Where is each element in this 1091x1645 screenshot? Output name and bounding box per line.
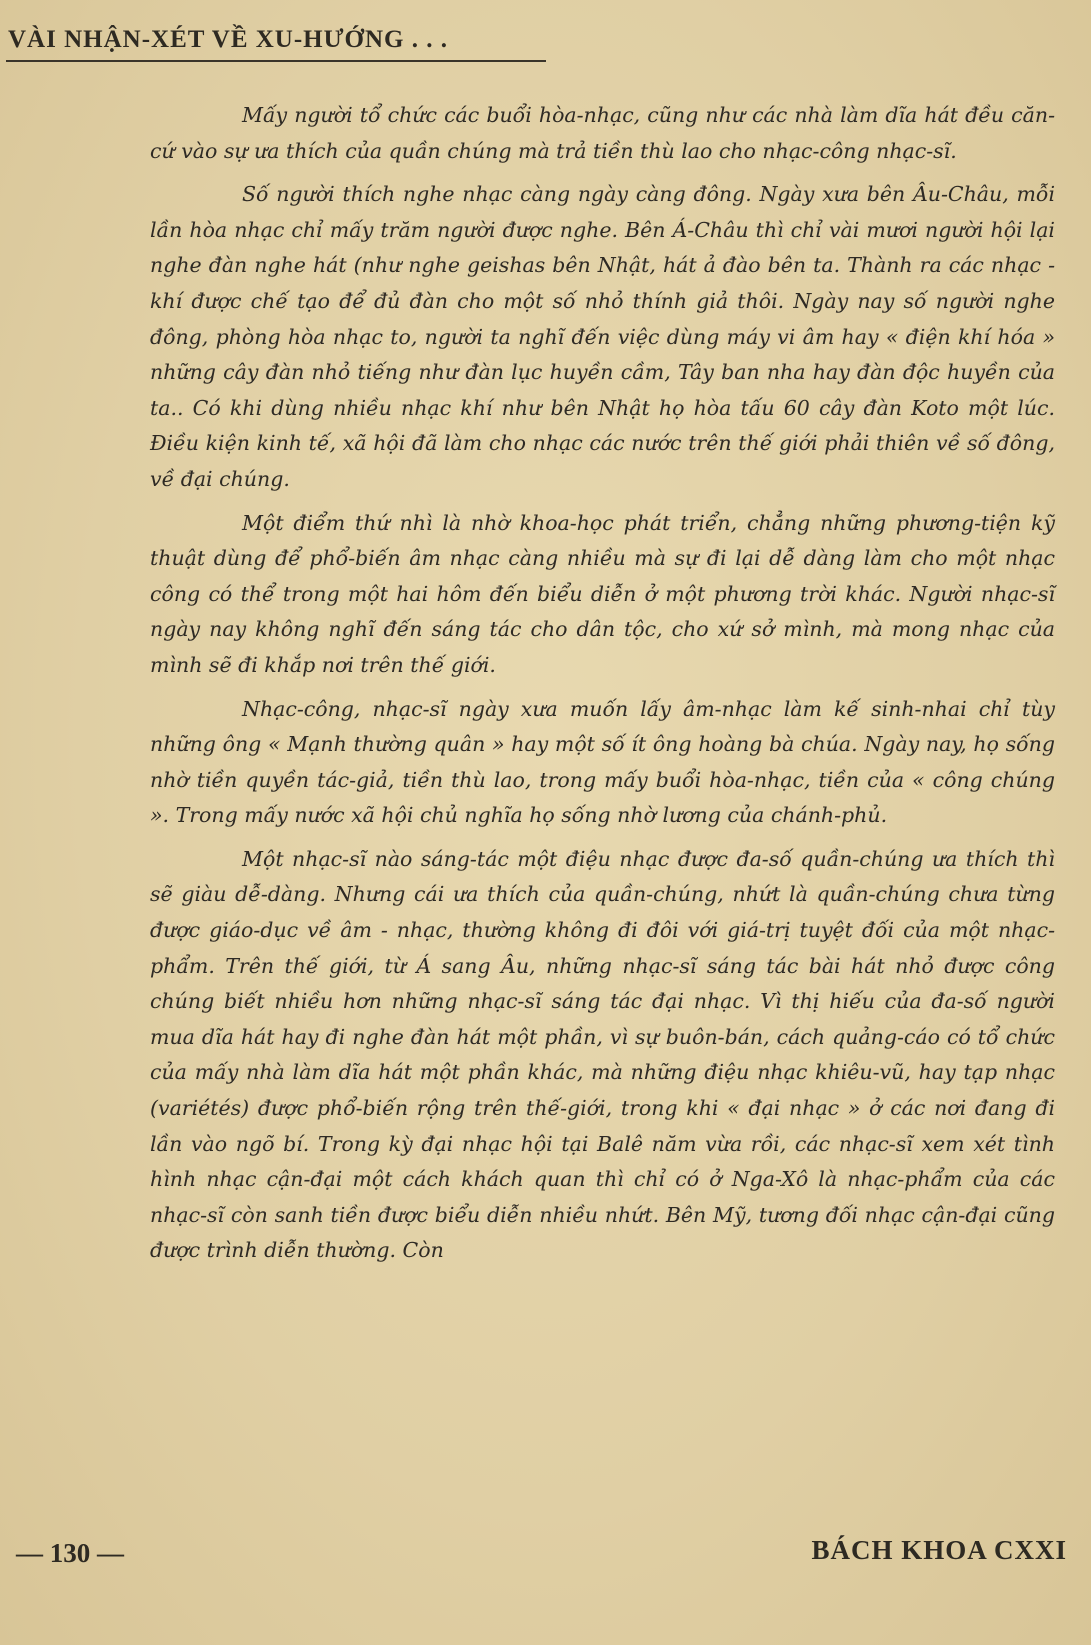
paragraph-1: Mấy người tổ chức các buổi hòa-nhạc, cũng như các nhà làm dĩa hát đều căn-cứ vào sự ưa thích của quần chúng mà trả tiền thù lao cho nhạc-công nhạc-sĩ.: [150, 103, 1055, 163]
running-title: VÀI NHẬN-XÉT VỀ XU-HƯỚNG . . .: [8, 26, 448, 53]
header-rule: [6, 60, 546, 62]
journal-name: BÁCH KHOA CXXI: [811, 1535, 1067, 1565]
paragraph-3: Một điểm thứ nhì là nhờ khoa-học phát triển, chẳng những phương-tiện kỹ thuật dùng để phổ-biến âm nhạc càng nhiều mà sự đi lại dễ dàng làm cho một nhạc công có thể trong một hai hôm đến biểu diễn ở một phương trời khác. Người nhạc-sĩ ngày nay không nghĩ đến sáng tác cho dân tộc, cho xứ sở mình, mà mong nhạc của mình sẽ đi khắp nơi trên thế giới.: [150, 510, 1055, 677]
paragraph-4: Nhạc-công, nhạc-sĩ ngày xưa muốn lấy âm-nhạc làm kế sinh-nhai chỉ tùy những ông « Mạnh thường quân » hay một số ít ông hoàng bà chúa. Ngày nay, họ sống nhờ tiền quyền tác-giả, tiền thù lao, trong mấy buổi hòa-nhạc, tiền của « công chúng ». Trong mấy nước xã hội chủ nghĩa họ sống nhờ lương của chánh-phủ.: [150, 696, 1055, 828]
paragraph-2: Số người thích nghe nhạc càng ngày càng đông. Ngày xưa bên Âu-Châu, mỗi lần hòa nhạc chỉ mấy trăm người được nghe. Bên Á-Châu thì chỉ vài mươi người hội lại nghe đàn nghe hát (như nghe geishas bên Nhật, hát ả đào bên ta. Thành ra các nhạc - khí được chế tạo để đủ đàn cho một số nhỏ thính giả thôi. Ngày nay số người nghe đông, phòng hòa nhạc to, người ta nghĩ đến việc dùng máy vi âm hay « điện khí hóa » những cây đàn nhỏ tiếng như đàn lục huyền cầm, Tây ban nha hay đàn độc huyền của ta.. Có khi dùng nhiều nhạc khí như bên Nhật họ hòa tấu 60 cây đàn Koto một lúc. Điều kiện kinh tế, xã hội đã làm cho nhạc các nước trên thế giới phải thiên về số đông, về đại chúng.: [150, 182, 1055, 491]
page-number: — 130 —: [16, 1538, 124, 1568]
article-body: [150, 98, 1055, 1277]
paragraph-5: Một nhạc-sĩ nào sáng-tác một điệu nhạc được đa-số quần-chúng ưa thích thì sẽ giàu dễ-dàng. Nhưng cái ưa thích của quần-chúng, nhứt là quần-chúng chưa từng được giáo-dục về âm - nhạc, thường không đi đôi với giá-trị tuyệt đối của một nhạc-phẩm. Trên thế giới, từ Á sang Âu, những nhạc-sĩ sáng tác bài hát nhỏ được công chúng biết nhiều hơn những nhạc-sĩ sáng tác đại nhạc. Vì thị hiếu của đa-số người mua dĩa hát hay đi nghe đàn hát một phần, vì sự buôn-bán, cách quảng-cáo có tổ chức của mấy nhà làm dĩa hát một phần khác, mà những điệu nhạc khiêu-vũ, hay tạp nhạc (variétés) được phổ-biến rộng trên thế-giới, trong khi « đại nhạc » ở các nơi đang đi lần vào ngõ bí. Trong kỳ đại nhạc hội tại Balê năm vừa rồi, các nhạc-sĩ xem xét tình hình nhạc cận-đại một cách khách quan thì chỉ có ở Nga-Xô là nhạc-phẩm của các nhạc-sĩ còn sanh tiền được biểu diễn nhiều nhứt. Bên Mỹ, tương đối nhạc cận-đại cũng được trình diễn thường. Còn: [150, 846, 1055, 1263]
